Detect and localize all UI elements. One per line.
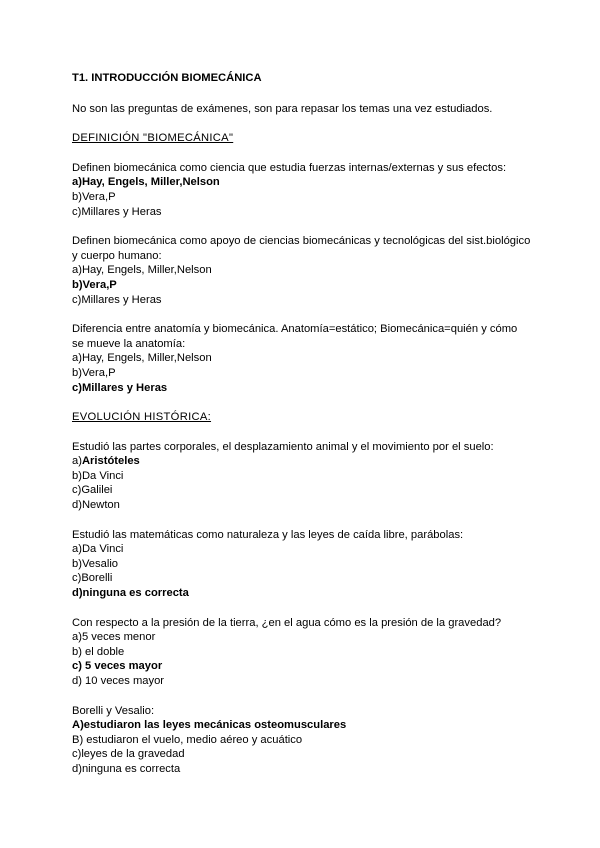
answer-option: B) estudiaron el vuelo, medio aéreo y acuático [72, 733, 303, 746]
answer-option: b)Vera,P [72, 190, 116, 203]
answer-correct-text: Aristóteles [81, 455, 140, 468]
answer-option: b) el doble [72, 645, 125, 658]
answer-option: c)Millares y Heras [72, 293, 162, 306]
answer-option: c)Millares y Heras [72, 205, 162, 218]
question-block [72, 161, 532, 219]
answer-option: a)Da Vinci [72, 543, 124, 556]
answer-option: a)Hay, Engels, Miller,Nelson [72, 352, 212, 365]
answer-option-correct: A)estudiaron las leyes mecánicas osteomusculares [72, 719, 347, 732]
answer-prefix: a) [72, 455, 82, 468]
answer-option-correct: d)ninguna es correcta [72, 587, 189, 600]
answer-option: b)Vesalio [72, 557, 119, 570]
answer-option: c)Borelli [72, 572, 113, 585]
question-text: Estudió las matemáticas como naturaleza y las leyes de caída libre, parábolas: [72, 528, 464, 541]
question-text: Con respecto a la presión de la tierra, ¿en el agua cómo es la presión de la gravedad? [72, 616, 502, 629]
question-block [72, 528, 532, 601]
answer-option-correct: b)Vera,P [72, 278, 117, 291]
intro-text: No son las preguntas de exámenes, son para repasar los temas una vez estudiados. [72, 102, 493, 115]
answer-option: b)Da Vinci [72, 469, 124, 482]
question-block [72, 616, 532, 689]
answer-option-correct: a)Hay, Engels, Miller,Nelson [72, 176, 220, 189]
document-title: T1. INTRODUCCIÓN BIOMECÁNICA [72, 72, 262, 84]
answer-option-correct: c) 5 veces mayor [72, 660, 163, 673]
answer-option: a)Hay, Engels, Miller,Nelson [72, 264, 212, 277]
question-text: Borelli y Vesalio: [72, 704, 155, 717]
answer-option-correct: c)Millares y Heras [72, 381, 168, 394]
question-block [72, 322, 532, 395]
question-block [72, 440, 532, 513]
answer-option: c)Galilei [72, 484, 113, 497]
question-block [72, 704, 532, 777]
question-block [72, 234, 532, 307]
answer-option: c)leyes de la gravedad [72, 748, 185, 761]
document-content [72, 71, 532, 777]
answer-option: d) 10 veces mayor [72, 675, 165, 687]
question-text: Definen biomecánica como ciencia que estudia fuerzas internas/externas y sus efectos: [72, 161, 507, 174]
answer-option: d)Newton [72, 499, 120, 512]
question-text: Diferencia entre anatomía y biomecánica. Anatomía=estático; Biomecánica=quién y cómo se mueve la anatomía: [72, 323, 518, 350]
question-text: Estudió las partes corporales, el desplazamiento animal y el movimiento por el suelo: [72, 440, 494, 453]
answer-option: a)5 veces menor [72, 631, 156, 644]
answer-option: d)ninguna es correcta [72, 762, 181, 775]
answer-option: b)Vera,P [72, 366, 116, 379]
question-text: Definen biomecánica como apoyo de ciencias biomecánicas y tecnológicas del sist.biológico y cuerpo humano: [72, 235, 531, 262]
section-heading-definicion: DEFINICIÓN "BIOMECÁNICA" [72, 132, 234, 145]
section-heading-evolucion: EVOLUCIÓN HISTÓRICA: [72, 411, 212, 424]
answer-option-correct [72, 454, 532, 469]
